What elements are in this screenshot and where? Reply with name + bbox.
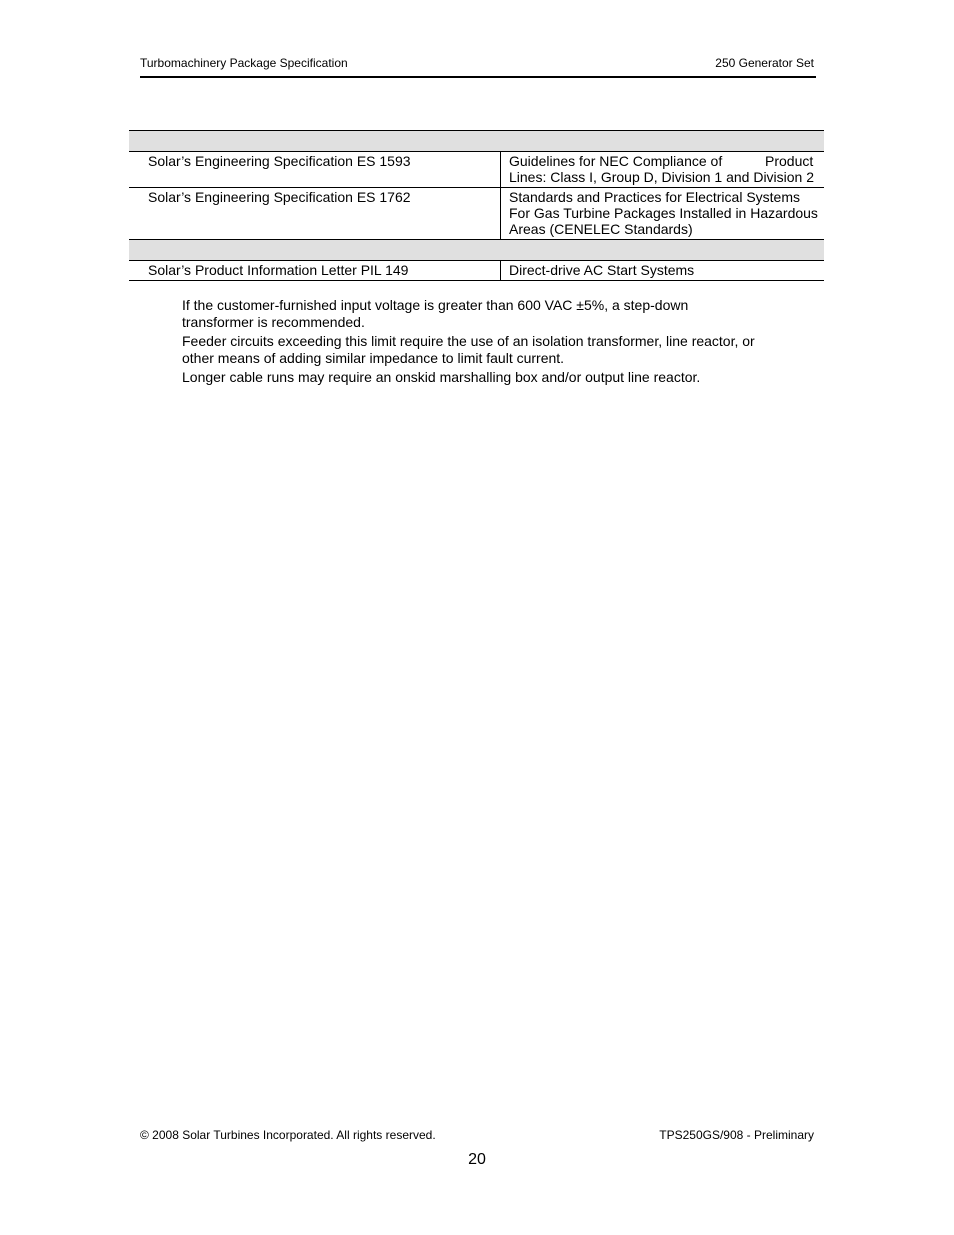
footnote: Feeder circuits exceeding this limit require the use of an isolation transformer, line reactor, or other means of adding similar impedance to limit fault current. xyxy=(182,333,755,366)
footnotes xyxy=(182,297,782,388)
footer-document-id: TPS250GS/908 - Preliminary xyxy=(659,1128,814,1142)
page-number: 20 xyxy=(468,1151,486,1168)
header-product-name: 250 Generator Set xyxy=(715,56,814,70)
reference-description-cell: Guidelines for NEC Compliance of Product Lines: Class I, Group D, Division 1 and Division 2 xyxy=(501,152,825,188)
reference-document-cell: Solar’s Engineering Specification ES 1593 xyxy=(129,152,501,188)
page-header xyxy=(140,55,816,78)
header-document-title: Turbomachinery Package Specification xyxy=(140,56,348,70)
table-group-header xyxy=(129,131,824,152)
reference-document-cell: Solar’s Engineering Specification ES 1762 xyxy=(129,188,501,240)
footnote: Longer cable runs may require an onskid marshalling box and/or output line reactor. xyxy=(182,369,701,385)
reference-document-cell: Solar’s Product Information Letter PIL 149 xyxy=(129,261,501,281)
table-row xyxy=(129,188,824,240)
reference-documents-table xyxy=(129,130,824,281)
table-group-header xyxy=(129,240,824,261)
footnote: If the customer-furnished input voltage is greater than 600 VAC ±5%, a step-down transformer is recommended. xyxy=(182,297,689,330)
footer-copyright: © 2008 Solar Turbines Incorporated. All rights reserved. xyxy=(140,1128,436,1142)
reference-description-cell: Standards and Practices for Electrical Systems For Gas Turbine Packages Installed in Hazardous Areas (CENELEC Standards) xyxy=(501,188,825,240)
table-row xyxy=(129,261,824,281)
reference-description-cell: Direct-drive AC Start Systems xyxy=(501,261,825,281)
table-row xyxy=(129,152,824,188)
